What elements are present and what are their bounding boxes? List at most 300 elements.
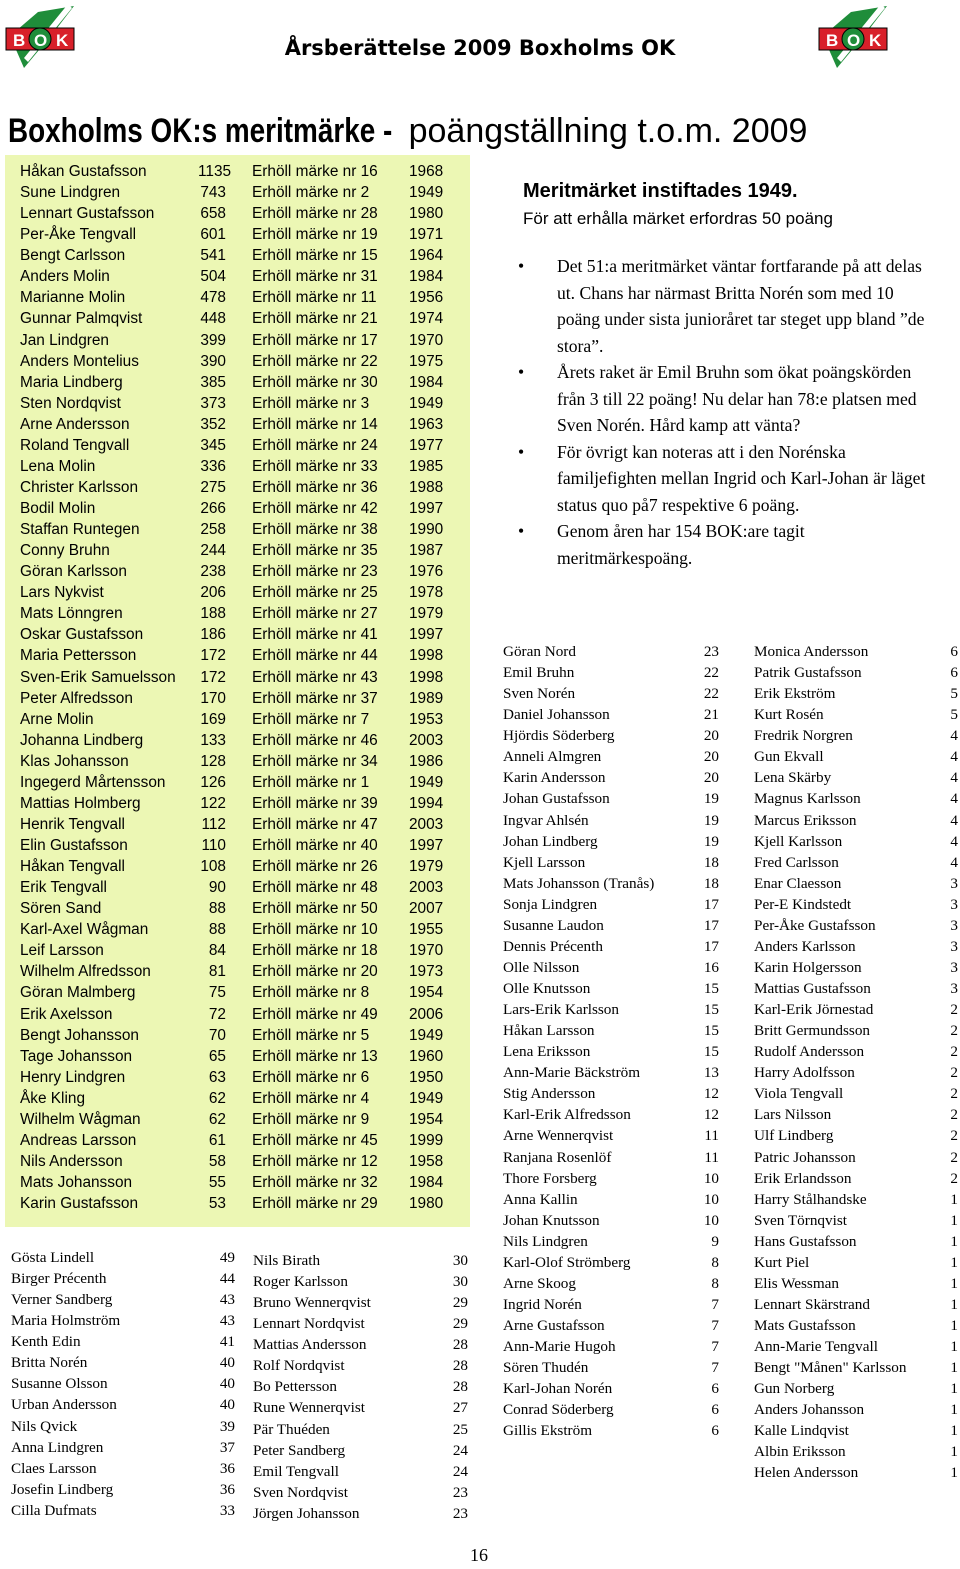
badge-year: 1985: [409, 457, 444, 475]
member-name: Gösta Lindell: [11, 1249, 95, 1266]
member-name: Henry Lindgren: [20, 1068, 126, 1086]
badge-number: Erhöll märke nr 6: [252, 1068, 370, 1086]
badge-year: 1980: [409, 1195, 444, 1213]
member-points: 244: [200, 542, 226, 560]
member-name: Karin Gustafsson: [20, 1195, 139, 1213]
badge-number: Erhöll märke nr 10: [252, 921, 378, 939]
bullet-dot-icon: •: [518, 362, 525, 382]
member-points: 10: [703, 1211, 719, 1229]
badge-number: Erhöll märke nr 4: [252, 1089, 370, 1107]
member-points: 4: [950, 811, 958, 829]
member-points: 5: [950, 685, 958, 703]
badge-year: 1958: [409, 1152, 444, 1170]
member-name: Rolf Nordqvist: [253, 1357, 345, 1375]
badge-year: 1997: [409, 837, 444, 854]
member-name: Lena Skärby: [754, 769, 832, 787]
member-name: Sven Nordqvist: [253, 1483, 348, 1501]
member-points: 41: [219, 1333, 235, 1351]
member-points: 44: [219, 1270, 235, 1288]
member-name: Daniel Johansson: [503, 706, 610, 724]
member-name: Kurt Piel: [754, 1253, 810, 1271]
member-points: 1: [950, 1338, 958, 1356]
badge-year: 1984: [409, 268, 444, 286]
member-name: Nils Birath: [253, 1252, 321, 1269]
member-points: 19: [703, 832, 719, 850]
member-points: 128: [200, 752, 226, 770]
member-name: Arne Andersson: [20, 415, 130, 433]
badge-year: 1960: [409, 1047, 444, 1065]
bullet-dot-icon: •: [518, 521, 525, 541]
member-points: 15: [703, 980, 719, 997]
member-points: 3: [950, 895, 958, 913]
member-points: 188: [200, 605, 226, 623]
member-points: 743: [200, 184, 226, 202]
badge-year: 1953: [409, 710, 444, 728]
member-points: 108: [200, 858, 226, 876]
badge-year: 1984: [409, 373, 444, 391]
badge-number: Erhöll märke nr 21: [252, 310, 378, 328]
badge-year: 1949: [409, 1026, 444, 1044]
member-name: Karl-Erik Alfredsson: [503, 1106, 631, 1124]
member-name: Kurt Rosén: [754, 706, 824, 724]
member-points: 36: [219, 1480, 235, 1498]
badge-year: 1949: [409, 394, 444, 412]
member-name: Ann-Marie Hugoh: [503, 1338, 616, 1356]
logo-letter-k: K: [56, 31, 69, 50]
member-points: 30: [452, 1252, 468, 1269]
badge-number: Erhöll märke nr 3: [252, 394, 370, 412]
member-name: Britt Germundsson: [754, 1022, 871, 1040]
bullet-item: [518, 518, 938, 571]
member-points: 2: [950, 1169, 958, 1187]
logo-letter-o: O: [847, 31, 861, 50]
badge-number: Erhöll märke nr 42: [252, 500, 378, 517]
member-points: 21: [703, 706, 719, 724]
bullet-text: Årets raket är Emil Bruhn som ökat poängskörden från 3 till 22 poäng! Nu delar han 78:e platsen med Sven Norén. Hård kamp att vänta?: [557, 362, 917, 435]
member-name: Johan Lindberg: [503, 832, 598, 850]
badge-number: Erhöll märke nr 2: [252, 184, 370, 202]
member-points: 40: [219, 1375, 235, 1393]
badge-year: 1986: [409, 752, 444, 770]
member-name: Wilhelm Alfredsson: [20, 963, 151, 981]
member-points: 61: [208, 1131, 226, 1149]
member-points: 23: [703, 643, 719, 660]
badge-number: Erhöll märke nr 16: [252, 163, 378, 180]
member-name: Mats Johansson: [20, 1174, 133, 1191]
member-name: Mattias Holmberg: [20, 794, 141, 812]
member-name: Bengt "Månen" Karlsson: [754, 1359, 907, 1377]
member-points: 1: [950, 1443, 958, 1461]
member-name: Birger Précenth: [11, 1270, 107, 1288]
member-points: 2: [950, 1043, 958, 1061]
member-points: 399: [200, 331, 226, 349]
member-points: 27: [452, 1399, 468, 1417]
badge-number: Erhöll märke nr 19: [252, 226, 378, 244]
member-name: Stig Andersson: [503, 1085, 596, 1103]
badge-year: 1971: [409, 226, 444, 244]
badge-number: Erhöll märke nr 30: [252, 373, 378, 391]
member-name: Mattias Andersson: [253, 1336, 367, 1354]
member-points: 12: [703, 1085, 719, 1103]
member-points: 70: [208, 1026, 226, 1044]
member-name: Thore Forsberg: [503, 1169, 597, 1187]
badge-number: Erhöll märke nr 39: [252, 794, 378, 812]
member-points: 25: [452, 1420, 468, 1438]
badge-year: 1980: [409, 205, 444, 223]
member-name: Rune Wennerqvist: [253, 1399, 365, 1417]
badge-number: Erhöll märke nr 47: [252, 815, 378, 833]
badge-number: Erhöll märke nr 33: [252, 457, 378, 475]
member-points: 20: [703, 727, 719, 745]
badge-number: Erhöll märke nr 1: [252, 773, 370, 791]
member-name: Mats Gustafsson: [754, 1317, 856, 1334]
member-points: 2: [950, 1022, 958, 1040]
badge-year: 1998: [409, 647, 444, 665]
member-name: Gun Ekvall: [754, 748, 824, 766]
badge-year: 1976: [409, 563, 444, 581]
member-points: 4: [950, 748, 958, 766]
member-points: 1: [950, 1232, 958, 1250]
member-points: 336: [200, 457, 226, 475]
member-points: 40: [219, 1354, 235, 1372]
member-points: 39: [219, 1417, 235, 1435]
bullet-item: [518, 253, 938, 359]
bullet-item: [518, 439, 938, 519]
badge-number: Erhöll märke nr 20: [252, 963, 378, 981]
member-points: 20: [703, 748, 719, 766]
member-points: 58: [208, 1152, 226, 1170]
member-name: Sören Thudén: [503, 1359, 589, 1377]
member-name: Gunnar Palmqvist: [20, 310, 143, 328]
bullet-dot-icon: •: [518, 441, 525, 462]
member-name: Roger Karlsson: [253, 1273, 348, 1291]
member-name: Arne Wennerqvist: [503, 1127, 614, 1145]
member-points: 22: [703, 685, 719, 703]
badge-year: 1977: [409, 436, 444, 454]
member-points: 110: [201, 837, 226, 854]
member-name: Henrik Tengvall: [20, 815, 125, 833]
member-name: Ingvar Ahlsén: [503, 811, 589, 829]
member-points: 1: [950, 1295, 958, 1313]
member-points: 33: [219, 1501, 235, 1519]
member-points: 40: [219, 1396, 235, 1414]
member-points: 3: [950, 980, 958, 997]
member-points: 4: [950, 727, 958, 745]
badge-year: 1963: [409, 415, 444, 433]
member-points: 258: [200, 521, 226, 539]
badge-number: Erhöll märke nr 5: [252, 1026, 370, 1044]
member-name: Arne Molin: [20, 710, 94, 728]
member-name: Karin Holgersson: [754, 958, 862, 976]
member-points: 8: [711, 1274, 719, 1292]
member-points: 75: [208, 984, 226, 1002]
badge-number: Erhöll märke nr 27: [252, 605, 378, 623]
member-points: 1: [950, 1190, 958, 1208]
member-name: Karin Andersson: [503, 769, 606, 787]
badge-number: Erhöll märke nr 11: [252, 289, 377, 307]
member-name: Lars Nykvist: [20, 584, 104, 602]
badge-number: Erhöll märke nr 35: [252, 542, 378, 560]
member-points: 10: [703, 1190, 719, 1208]
member-name: Sune Lindgren: [20, 184, 121, 202]
member-points: 345: [200, 436, 226, 454]
badge-year: 1954: [409, 1110, 444, 1128]
badge-year: 1956: [409, 289, 444, 307]
member-points: 29: [452, 1294, 468, 1312]
member-name: Dennis Précenth: [503, 937, 603, 955]
badge-year: 1955: [409, 921, 444, 939]
member-points: 19: [703, 790, 719, 808]
member-name: Mats Lönngren: [20, 605, 123, 623]
member-name: Patric Johansson: [754, 1148, 856, 1166]
member-points: 2: [950, 1106, 958, 1124]
badge-year: 2006: [409, 1005, 444, 1023]
member-points: 2: [950, 1127, 958, 1145]
member-points: 18: [703, 874, 719, 892]
member-points: 275: [200, 478, 226, 496]
info-title: Meritmärket instiftades 1949.: [523, 180, 798, 202]
member-points: 15: [703, 1001, 719, 1019]
member-name: Conny Bruhn: [20, 542, 110, 560]
badge-year: 1997: [409, 626, 444, 644]
member-name: Patrik Gustafsson: [754, 664, 862, 682]
member-points: 28: [452, 1357, 468, 1375]
logo-letter-b: B: [13, 31, 26, 50]
member-points: 28: [452, 1378, 468, 1396]
member-name: Håkan Tengvall: [20, 858, 125, 876]
member-points: 23: [452, 1483, 468, 1501]
logo-letter-o: O: [34, 31, 48, 50]
member-points: 2: [950, 1001, 958, 1019]
member-points: 448: [200, 310, 226, 328]
member-name: Susanne Olsson: [11, 1375, 108, 1393]
member-name: Lennart Nordqvist: [253, 1315, 365, 1333]
member-points: 6: [711, 1380, 719, 1398]
page-number: 16: [470, 1545, 488, 1565]
member-points: 5: [950, 706, 958, 724]
member-name: Christer Karlsson: [20, 478, 139, 496]
member-name: Erik Axelsson: [20, 1005, 113, 1023]
badge-year: 1974: [409, 310, 444, 328]
member-name: Conrad Söderberg: [503, 1401, 614, 1419]
member-name: Britta Norén: [11, 1354, 88, 1372]
badge-number: Erhöll märke nr 29: [252, 1195, 378, 1213]
badge-number: Erhöll märke nr 44: [252, 647, 378, 665]
member-name: Kjell Larsson: [503, 853, 586, 871]
member-points: 172: [200, 668, 226, 686]
badge-year: 1979: [409, 605, 444, 623]
badge-year: 1949: [409, 184, 444, 202]
member-points: 3: [950, 916, 958, 934]
member-points: 16: [703, 958, 719, 976]
member-points: 19: [703, 811, 719, 829]
badge-number: Erhöll märke nr 13: [252, 1047, 378, 1065]
member-points: 122: [200, 794, 226, 812]
member-name: Lennart Skärstrand: [754, 1295, 870, 1313]
member-name: Tage Johansson: [20, 1047, 133, 1065]
bullet-dot-icon: •: [518, 256, 525, 276]
member-name: Hjördis Söderberg: [503, 727, 615, 745]
member-points: 28: [452, 1336, 468, 1354]
member-points: 206: [200, 584, 226, 602]
member-points: 72: [208, 1005, 226, 1023]
member-points: 3: [950, 874, 958, 892]
member-points: 3: [950, 937, 958, 955]
badge-number: Erhöll märke nr 48: [252, 879, 378, 897]
member-points: 478: [200, 289, 226, 307]
badge-number: Erhöll märke nr 41: [252, 626, 378, 644]
member-points: 1: [950, 1464, 958, 1482]
member-name: Lars Nilsson: [754, 1106, 832, 1124]
badge-number: Erhöll märke nr 36: [252, 478, 378, 496]
info-subtitle: För att erhålla märket erfordras 50 poäng: [523, 209, 833, 228]
badge-year: 2007: [409, 900, 444, 918]
member-name: Göran Malmberg: [20, 984, 136, 1002]
badge-year: 1968: [409, 163, 444, 180]
member-points: 7: [711, 1295, 719, 1313]
member-name: Susanne Laudon: [503, 916, 604, 934]
member-points: 37: [219, 1438, 235, 1456]
member-name: Kenth Edin: [11, 1333, 81, 1351]
member-points: 385: [200, 373, 226, 391]
bullet-text: Det 51:a meritmärket väntar fortfarande på att delas ut. Chans har närmast Britta Norén som med 10 poäng under sista junioråret tar steget upp bland ”de stora”.: [557, 256, 925, 356]
bullet-text: För övrigt kan noteras att i den Norénska familjefighten mellan Ingrid och Karl-Johan är läget status quo på7 respektive 6 poäng.: [557, 441, 926, 515]
member-name: Per-E Kindstedt: [754, 895, 852, 913]
member-points: 22: [703, 664, 719, 682]
badge-number: Erhöll märke nr 26: [252, 858, 378, 876]
badge-year: 1970: [409, 942, 444, 960]
member-points: 62: [208, 1110, 226, 1128]
member-name: Staffan Runtegen: [20, 521, 140, 539]
member-name: Arne Skoog: [503, 1274, 576, 1292]
member-name: Ann-Marie Tengvall: [754, 1338, 878, 1356]
member-name: Bengt Johansson: [20, 1026, 139, 1044]
member-name: Karl-Johan Norén: [503, 1380, 613, 1398]
member-points: 11: [704, 1127, 719, 1145]
member-name: Emil Tengvall: [253, 1462, 339, 1480]
badge-year: 1987: [409, 542, 444, 560]
member-points: 4: [950, 853, 958, 871]
member-name: Albin Eriksson: [754, 1443, 846, 1461]
member-points: 1: [950, 1253, 958, 1271]
member-name: Per-Åke Tengvall: [20, 226, 137, 244]
member-points: 4: [950, 790, 958, 808]
member-points: 23: [452, 1504, 468, 1522]
member-points: 88: [208, 921, 226, 939]
logo-letter-b: B: [826, 31, 839, 50]
member-points: 390: [200, 352, 226, 370]
badge-year: 1950: [409, 1068, 444, 1086]
member-points: 81: [208, 963, 226, 981]
member-name: Roland Tengvall: [20, 436, 130, 454]
badge-year: 2003: [409, 731, 444, 749]
member-name: Wilhelm Wågman: [20, 1110, 141, 1128]
member-name: Hans Gustafsson: [754, 1232, 857, 1250]
member-name: Emil Bruhn: [503, 664, 575, 682]
member-name: Kalle Lindqvist: [754, 1422, 849, 1440]
member-name: Harry Stålhandske: [754, 1190, 867, 1208]
member-name: Mats Johansson (Tranås): [503, 874, 655, 892]
member-points: 6: [950, 643, 958, 660]
member-name: Gillis Ekström: [503, 1422, 593, 1440]
member-name: Anna Lindgren: [11, 1438, 104, 1456]
member-points: 658: [200, 205, 226, 223]
badge-year: 1994: [409, 794, 444, 812]
member-name: Enar Claesson: [754, 874, 842, 892]
member-name: Maria Lindberg: [20, 373, 123, 391]
member-points: 2: [950, 1085, 958, 1103]
member-name: Lena Molin: [20, 457, 96, 475]
member-name: Marcus Eriksson: [754, 811, 857, 829]
member-name: Sten Nordqvist: [20, 394, 121, 412]
member-points: 238: [200, 563, 226, 581]
member-name: Karl-Axel Wågman: [20, 921, 149, 939]
member-name: Bruno Wennerqvist: [253, 1294, 371, 1312]
member-name: Nils Lindgren: [503, 1232, 588, 1250]
member-name: Verner Sandberg: [11, 1291, 113, 1309]
badge-number: Erhöll märke nr 43: [252, 668, 378, 686]
member-name: Leif Larsson: [20, 942, 104, 960]
member-name: Fred Carlsson: [754, 853, 839, 871]
member-name: Anna Kallin: [503, 1190, 578, 1208]
member-points: 1: [950, 1401, 958, 1419]
member-name: Marianne Molin: [20, 289, 126, 307]
member-points: 266: [200, 500, 226, 517]
member-points: 17: [703, 937, 719, 955]
badge-number: Erhöll märke nr 18: [252, 942, 378, 960]
member-name: Viola Tengvall: [754, 1085, 844, 1103]
member-points: 1: [950, 1317, 958, 1334]
badge-year: 1998: [409, 668, 444, 686]
member-name: Sven Törnqvist: [754, 1211, 847, 1229]
badge-year: 1954: [409, 984, 444, 1002]
member-name: Gun Norberg: [754, 1380, 835, 1398]
member-name: Ingegerd Mårtensson: [20, 773, 166, 791]
member-name: Harry Adolfsson: [754, 1064, 855, 1082]
badge-year: 1988: [409, 478, 444, 496]
member-points: 43: [219, 1291, 235, 1309]
member-points: 36: [219, 1459, 235, 1477]
member-points: 1: [950, 1359, 958, 1377]
member-points: 6: [711, 1422, 719, 1440]
info-bullets: [518, 253, 938, 571]
member-points: 1: [950, 1380, 958, 1398]
member-name: Bodil Molin: [20, 500, 96, 517]
member-name: Johanna Lindberg: [20, 731, 144, 749]
badge-number: Erhöll märke nr 23: [252, 563, 378, 581]
member-points: 1: [950, 1274, 958, 1292]
member-points: 2: [950, 1064, 958, 1082]
member-points: 2: [950, 1148, 958, 1166]
member-points: 170: [200, 689, 226, 707]
member-points: 20: [703, 769, 719, 787]
member-name: Rudolf Andersson: [754, 1043, 865, 1061]
member-points: 126: [200, 773, 226, 791]
badge-number: Erhöll märke nr 22: [252, 352, 378, 370]
member-name: Karl-Olof Strömberg: [503, 1253, 631, 1271]
badge-number: Erhöll märke nr 9: [252, 1110, 370, 1128]
badge-number: Erhöll märke nr 24: [252, 436, 378, 454]
logo-letter-k: K: [869, 31, 882, 50]
member-name: Sven-Erik Samuelsson: [20, 668, 176, 686]
member-name: Olle Nilsson: [503, 958, 580, 976]
badge-year: 1984: [409, 1174, 444, 1191]
member-name: Helen Andersson: [754, 1464, 859, 1482]
member-points: 15: [703, 1022, 719, 1040]
member-name: Cilla Dufmats: [11, 1501, 97, 1519]
member-points: 601: [200, 226, 226, 244]
member-points: 17: [703, 916, 719, 934]
